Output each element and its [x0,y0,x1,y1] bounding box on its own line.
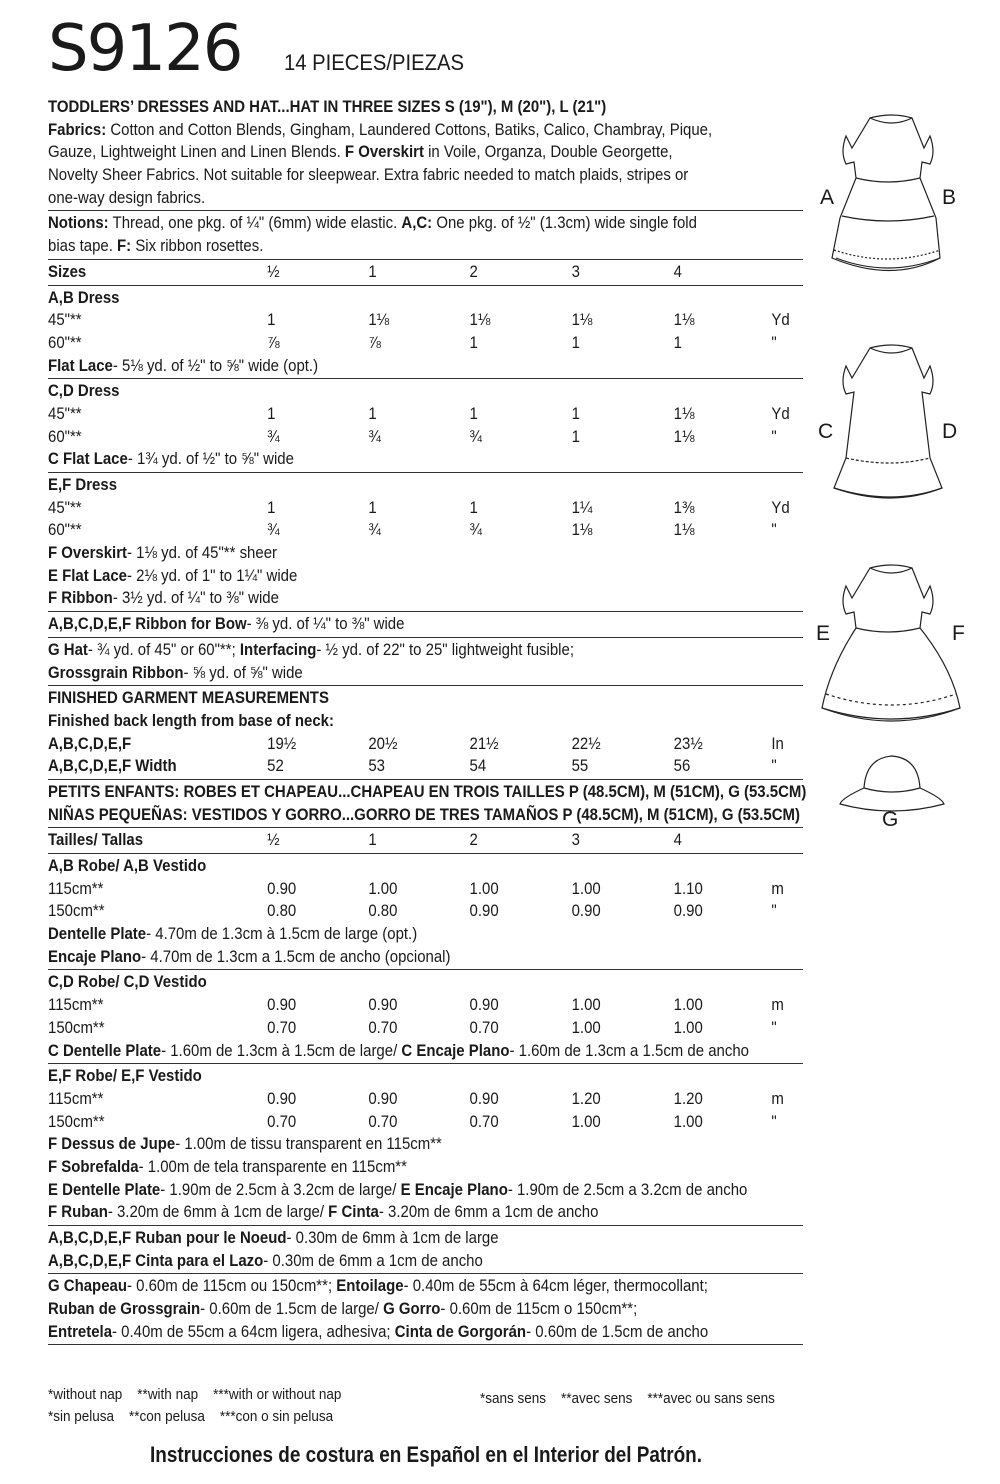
notions-text-3: bias tape. [48,236,118,256]
note-text: - 0.30m de 6mm a 1cm de ancho [263,1250,483,1270]
row-label: A,B,C,D,E,F Width [48,756,177,776]
cell: ¾ [368,520,381,540]
size-cell: 2 [469,261,478,281]
note-label: F Overskirt [48,543,127,563]
cell: 1.00 [673,1111,703,1131]
bow-label: A,B,C,D,E,F Ribbon for Bow [48,614,247,634]
lace-text: - 5⅛ yd. of ½" to ⅝" wide (opt.) [112,355,319,375]
fabrics-line-3: Novelty Sheer Fabrics. Not suitable for sleepwear. Extra fabric needed to match plaids, stripes or [48,165,689,185]
notions-text-4: Six ribbon rosettes. [131,236,264,256]
cell: ¾ [469,520,483,540]
divider [48,827,803,828]
lace-text: - 1¾ yd. of ½" to ⅝" wide [127,449,294,469]
cell: 1 [267,497,276,517]
row-label: 45"** [48,403,82,423]
divider [48,685,803,686]
size-cell: 4 [673,261,683,281]
note-text: - 4.70m de 1.3cm à 1.5cm de large (opt.) [146,924,418,944]
tailles-label: Tailles/ Tallas [48,830,144,850]
table-row [48,900,777,923]
cell: 0.90 [571,901,601,921]
cell: 0.70 [368,1017,398,1037]
interfacing-text: - ½ yd. of 22" to 25" lightweight fusible; [316,639,574,659]
table-row [48,994,784,1017]
note-text: - 0.30m de 6mm à 1cm de large [286,1228,499,1247]
cell: 0.70 [469,1111,499,1131]
ef-note [48,542,717,565]
cell: 1.20 [571,1088,601,1108]
row-label: 60"** [48,520,82,540]
size-cell: 1 [368,830,377,850]
cell: ¾ [368,426,381,446]
size-cell: 1 [368,261,377,281]
note-text: - 3.20m de 6mm a 1cm de ancho [378,1202,599,1222]
cell: 1.00 [368,878,398,898]
m-ef-note [48,1133,717,1156]
cell: 0.70 [267,1017,297,1037]
note-text: - 4.70m de 1.3cm a 1.5cm de ancho (opcional) [141,946,451,966]
figure-label-a: A [820,186,835,209]
note-text: - 0.60m de 1.5cm de large/ [200,1299,384,1319]
hat-line-1 [48,639,717,662]
lace-label: C Flat Lace [48,449,128,469]
cell: 23½ [673,733,703,753]
cell: 1.00 [571,1111,601,1131]
m-bow-1 [48,1227,717,1250]
cell: 1⅛ [469,310,491,330]
unit-cell: Yd [771,403,790,423]
cell: 0.80 [368,901,398,921]
m-hat-1 [48,1275,717,1298]
note-text: - 3.20m de 6mm à 1cm de large/ [107,1202,329,1222]
cell: 1 [469,332,478,352]
spanish-title: NIÑAS PEQUEÑAS: VESTIDOS Y GORRO...GORRO DE TRES TAMAÑOS P (48.5CM), M (51CM), G (53.5CM) [48,804,800,824]
divider [48,259,803,260]
note-text: - 1.00m de tela transparente en 115cm** [138,1156,407,1176]
cell: 1.00 [673,1017,703,1037]
footnotes-right [480,1388,775,1410]
garment-illustrations [812,108,1000,828]
divider [48,853,803,854]
m-hat-3 [48,1321,717,1344]
notions-f-label: F: [117,236,132,256]
unit-cell: m [771,878,784,898]
note-label: C Dentelle Plate [48,1040,162,1060]
ribbon-label: Grossgrain Ribbon [48,662,184,682]
figure-label-b: B [942,186,957,209]
pattern-number: S9126 [48,12,242,86]
m-ef-note [48,1179,748,1202]
note-text: - 1.60m de 1.3cm à 1.5cm de large/ [161,1040,402,1060]
row-label: 115cm** [48,1088,104,1108]
interfacing-label: Interfacing [239,639,317,659]
ab-lace [48,355,717,378]
note-text: - 1⅛ yd. of 45"** sheer [126,543,278,563]
cell: 22½ [571,733,601,753]
notions-line-2 [48,235,717,258]
note-label: A,B,C,D,E,F Ruban pour le Noeud [48,1228,287,1247]
unit-cell: " [771,901,777,921]
table-row [48,403,790,426]
cell: 1⅛ [571,520,593,540]
cell: 55 [571,756,589,776]
unit-cell: Yd [771,497,790,517]
unit-cell: " [771,520,777,540]
fabrics-line-2 [48,141,717,164]
note-label: F Dessus de Jupe [48,1134,176,1154]
table-row [48,426,777,449]
cell: 1 [267,403,276,423]
note-label: Encaje Plano [48,946,142,966]
cell: 21½ [469,733,499,753]
note-text: - 1.00m de tissu transparent en 115cm** [175,1134,442,1154]
cell: 1.20 [673,1088,703,1108]
note-label: E Flat Lace [48,565,127,585]
row-label: 60"** [48,426,82,446]
footnote-english: *without nap **with nap ***with or without nap [48,1386,342,1403]
row-label: 45"** [48,310,82,330]
hat-text: - ¾ yd. of 45" or 60"**; [87,639,240,659]
table-row [48,332,777,355]
note-text: - 3½ yd. of ¼" to ⅜" wide [112,588,279,608]
cell: 0.90 [267,878,297,898]
finished-sub: Finished back length from base of neck: [48,710,334,730]
cell: 1.10 [673,878,703,898]
cell: 0.90 [368,1088,398,1108]
size-cell: 3 [571,261,580,281]
divider [48,472,803,473]
row-label: 115cm** [48,995,104,1015]
ab-heading: A,B Dress [48,287,120,307]
cell: 1 [368,403,377,423]
cell: 1⅛ [571,310,593,330]
cell: ¾ [267,426,280,446]
overskirt-text: in Voile, Organza, Double Georgette, [423,142,673,162]
dress-cd-icon [834,345,942,498]
unit-cell: " [771,332,777,352]
size-cell: 2 [469,830,478,850]
unit-cell: m [771,1088,784,1108]
french-title: PETITS ENFANTS: ROBES ET CHAPEAU...CHAPEAU EN TROIS TAILLES P (48.5CM), M (51CM), G (53.5CM) [48,781,807,801]
divider [48,378,803,379]
size-cell: ½ [267,261,280,281]
table-row [48,1111,777,1134]
fabrics-line-1 [48,119,717,142]
tailles-row [48,829,717,852]
cell: 1 [571,426,580,446]
divider [48,1225,803,1226]
size-cell: 4 [673,830,683,850]
divider [48,1063,803,1064]
note-label: A,B,C,D,E,F Cinta para el Lazo [48,1250,264,1270]
cell: 1 [469,403,478,423]
cell: 0.90 [267,995,297,1015]
ef-note [48,565,717,588]
m-hat-2 [48,1298,717,1321]
m-ab-heading: A,B Robe/ A,B Vestido [48,856,207,875]
fabrics-text-2: Gauze, Lightweight Linen and Linen Blends. [48,142,345,162]
cell: 0.70 [368,1111,398,1131]
note-label: Entoilage [336,1276,404,1296]
note-text: - 0.40m de 55cm à 64cm léger, thermocollant; [403,1276,708,1296]
cd-lace [48,448,717,471]
note-label: E Encaje Plano [400,1179,508,1199]
cell: 0.90 [469,901,499,921]
size-cell: ½ [267,830,280,850]
unit-cell: " [771,426,777,446]
note-label: F Ribbon [48,588,113,608]
figure-label-g: G [882,808,899,831]
note-label: G Chapeau [48,1276,127,1296]
cell: 1.00 [571,1017,601,1037]
fabrics-label: Fabrics: [48,119,107,139]
cell: 1 [267,310,276,330]
unit-cell: m [771,995,784,1015]
note-label: Entretela [48,1321,113,1341]
note-text: - 0.60m de 1.5cm de ancho [526,1321,709,1341]
unit-cell: " [771,1111,777,1131]
bow-text: - ⅜ yd. of ¼" to ⅜" wide [246,614,405,634]
footnote-spanish: *sin pelusa **con pelusa ***con o sin pelusa [48,1408,334,1425]
table-row [48,1088,784,1111]
figure-label-c: C [818,420,834,443]
table-row [48,755,777,778]
unit-cell: " [771,756,777,776]
divider [48,637,803,638]
size-cell: 3 [571,830,580,850]
cell: 1⅛ [368,310,390,330]
unit-cell: In [771,733,784,753]
note-text: - 0.60m de 115cm o 150cm**; [440,1299,638,1319]
lace-label: Flat Lace [48,355,113,375]
overskirt-label: F Overskirt [344,142,424,162]
note-label: F Sobrefalda [48,1156,139,1176]
row-label: 150cm** [48,1111,105,1131]
fabrics-line-4: one-way design fabrics. [48,187,206,207]
figure-label-e: E [816,622,831,645]
cell: 1⅛ [673,520,695,540]
hat-label: G Hat [48,639,88,659]
cell: 0.90 [673,901,703,921]
divider [48,1273,803,1274]
cell: 1⅛ [673,310,695,330]
hat-g-icon [840,756,944,811]
m-ef-note [48,1156,717,1179]
note-label: F Ruban [48,1202,108,1222]
notions-text-2: One pkg. of ½" (1.3cm) wide single fold [432,213,697,233]
note-label: E Dentelle Plate [48,1179,161,1199]
note-text: - 1.90m de 2.5cm a 3.2cm de ancho [507,1179,748,1199]
cell: 1 [673,332,683,352]
m-cd-note [48,1040,749,1063]
m-ab-note [48,946,717,969]
ef-note [48,587,717,610]
cell: 0.70 [267,1111,297,1131]
cell: 1⅛ [673,403,695,423]
table-row [48,519,777,542]
note-label: C Encaje Plano [401,1040,510,1060]
cell: ⅞ [267,332,280,352]
cell: 54 [469,756,487,776]
finished-heading: FINISHED GARMENT MEASUREMENTS [48,688,329,708]
bow-line [48,613,717,636]
footnote-french: *sans sens **avec sens ***avec ou sans sens [480,1390,775,1407]
divider [48,779,803,780]
note-label: Dentelle Plate [48,924,147,944]
table-row [48,1017,777,1040]
m-ab-note [48,923,717,946]
pieces-count: 14 PIECES/PIEZAS [284,50,464,75]
divider [48,611,803,612]
cell: 56 [673,756,691,776]
ef-heading: E,F Dress [48,475,118,494]
row-label: 150cm** [48,901,105,921]
cell: 1.00 [571,878,601,898]
notions-text-1: Thread, one pkg. of ¼" (6mm) wide elastic. [108,213,402,233]
cell: 1⅛ [673,426,695,446]
m-cd-heading: C,D Robe/ C,D Vestido [48,972,207,992]
table-row [48,497,790,520]
figure-label-f: F [952,622,965,645]
divider [48,285,803,286]
unit-cell: Yd [771,310,790,330]
cell: 20½ [368,733,398,753]
divider [48,1344,803,1345]
fabrics-text-1: Cotton and Cotton Blends, Gingham, Laundered Cottons, Batiks, Calico, Chambray, Pique, [106,119,713,139]
cell: 0.90 [469,1088,499,1108]
cell: ⅞ [368,332,381,352]
cell: 1⅜ [673,497,695,517]
divider [48,210,803,211]
sizes-row [48,261,717,284]
hat-line-2 [48,662,717,685]
cell: 1.00 [469,878,499,898]
note-label: Ruban de Grossgrain [48,1299,201,1319]
cell: 1 [571,403,580,423]
m-bow-2 [48,1250,717,1273]
dress-ef-icon [822,565,960,721]
dress-ab-icon [832,115,940,271]
m-ef-note [48,1201,717,1224]
sizes-label: Sizes [48,261,87,281]
table-row [48,878,784,901]
cell: 0.90 [267,1088,297,1108]
divider [48,969,803,970]
cell: 1¼ [571,497,593,517]
ribbon-text: - ⅝ yd. of ⅝" wide [183,662,303,682]
note-label: F Cinta [328,1202,379,1222]
row-label: 60"** [48,332,82,352]
row-label: 45"** [48,497,82,517]
cell: ¾ [267,520,280,540]
cell: 52 [267,756,284,776]
cell: 19½ [267,733,297,753]
notions-line-1 [48,212,717,235]
table-row [48,309,790,332]
row-label: 150cm** [48,1017,105,1037]
notions-ac-label: A,C: [401,213,433,233]
cell: 1.00 [571,995,601,1015]
row-label: 115cm** [48,878,104,898]
cell: 0.90 [469,995,499,1015]
notions-label: Notions: [48,213,109,233]
cell: 0.80 [267,901,297,921]
m-ef-heading: E,F Robe/ E,F Vestido [48,1066,202,1086]
row-label: A,B,C,D,E,F [48,733,132,753]
note-text: - 0.60m de 115cm ou 150cm**; [126,1276,337,1296]
header [48,14,242,84]
cd-heading: C,D Dress [48,381,120,401]
spanish-instructions-note: Instrucciones de costura en Español en el Interior del Patrón. [150,1442,702,1467]
note-text: - 2⅛ yd. of 1" to 1¼" wide [126,565,298,585]
cell: 1 [571,332,580,352]
note-label: G Gorro [383,1299,441,1319]
cell: 53 [368,756,385,776]
note-text: - 1.60m de 1.3cm a 1.5cm de ancho [509,1040,749,1060]
cell: 0.90 [368,995,398,1015]
cell: ¾ [469,426,483,446]
cell: 0.70 [469,1017,499,1037]
cell: 1 [469,497,478,517]
note-label: Cinta de Gorgorán [394,1321,527,1341]
english-title: TODDLERS’ DRESSES AND HAT...HAT IN THREE SIZES S (19"), M (20"), L (21") [48,97,607,116]
figure-label-d: D [942,420,958,443]
unit-cell: " [771,1017,777,1037]
cell: 1 [368,497,377,517]
footnotes-left [48,1384,341,1428]
table-row [48,733,784,756]
yardage-column [48,96,808,1346]
cell: 1.00 [673,995,703,1015]
note-text: - 1.90m de 2.5cm à 3.2cm de large/ [160,1179,401,1199]
note-text: - 0.40m de 55cm a 64cm ligera, adhesiva; [112,1321,395,1341]
